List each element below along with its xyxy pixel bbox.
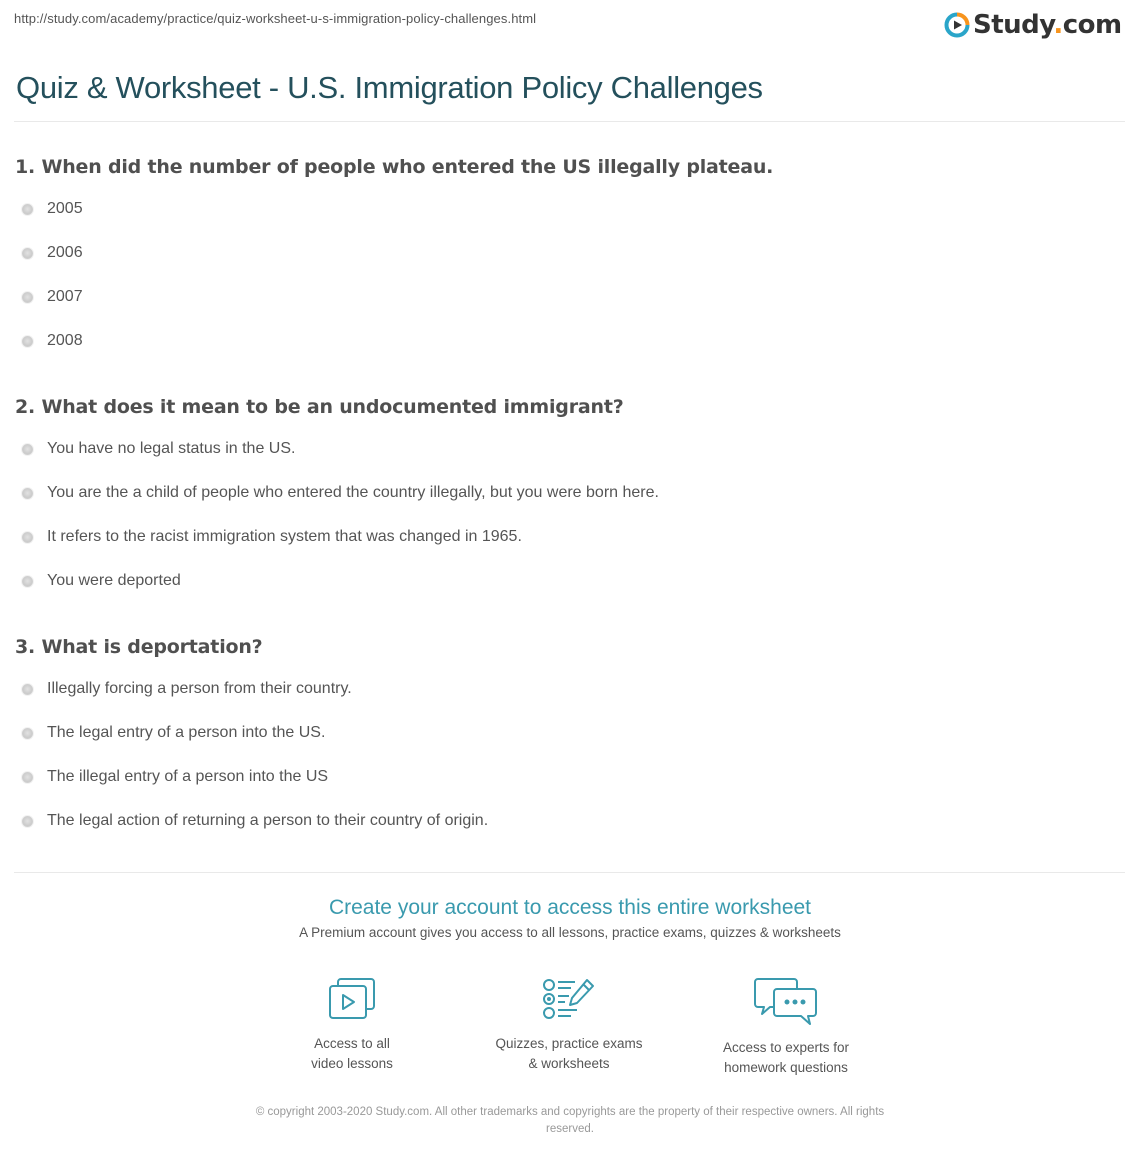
video-lessons-icon xyxy=(326,976,378,1022)
question-2: 2. What does it mean to be an undocumented immigrant? xyxy=(15,396,624,418)
q1-option-3[interactable]: 2007 xyxy=(22,288,83,306)
radio-button[interactable] xyxy=(22,292,33,303)
radio-button[interactable] xyxy=(22,772,33,783)
radio-button[interactable] xyxy=(22,444,33,455)
q3-option-2[interactable]: The legal entry of a person into the US. xyxy=(22,724,325,742)
q3-option-3[interactable]: The illegal entry of a person into the US xyxy=(22,768,328,786)
feature-quizzes xyxy=(469,976,669,1074)
q2-option-1[interactable]: You have no legal status in the US. xyxy=(22,440,295,458)
feature-label-line2: video lessons xyxy=(311,1056,393,1071)
page-url: http://study.com/academy/practice/quiz-worksheet-u-s-immigration-policy-challenges.html xyxy=(14,11,537,26)
play-circle-logo-icon xyxy=(944,12,970,38)
radio-button[interactable] xyxy=(22,576,33,587)
page-title: Quiz & Worksheet - U.S. Immigration Policy Challenges xyxy=(16,70,763,105)
cta-subtitle: A Premium account gives you access to all lessons, practice exams, quizzes & worksheets xyxy=(299,925,841,940)
radio-button[interactable] xyxy=(22,488,33,499)
title-divider xyxy=(14,121,1125,122)
chat-bubbles-icon xyxy=(754,976,818,1026)
q1-option-1[interactable]: 2005 xyxy=(22,200,83,218)
feature-label-line2: homework questions xyxy=(724,1060,848,1075)
q3-option-4[interactable]: The legal action of returning a person to their country of origin. xyxy=(22,812,488,830)
radio-button[interactable] xyxy=(22,336,33,347)
logo-wordmark: Study.com xyxy=(973,10,1122,40)
create-account-link[interactable]: Create your account to access this entire worksheet xyxy=(328,896,812,919)
q3-option-1[interactable]: Illegally forcing a person from their country. xyxy=(22,680,352,698)
feature-experts xyxy=(686,976,886,1078)
cta-divider xyxy=(14,872,1125,873)
copyright-notice: © copyright 2003-2020 Study.com. All other trademarks and copyrights are the property of their respective owners. All rights reserved. xyxy=(255,1106,885,1135)
q1-option-4[interactable]: 2008 xyxy=(22,332,83,350)
study-com-logo[interactable] xyxy=(944,9,1122,41)
radio-button[interactable] xyxy=(22,684,33,695)
radio-button[interactable] xyxy=(22,248,33,259)
feature-label-line1: Access to experts for xyxy=(722,1040,850,1055)
question-1: 1. When did the number of people who entered the US illegally plateau. xyxy=(15,156,774,178)
quiz-checklist-icon xyxy=(541,976,597,1022)
feature-label-line1: Access to all xyxy=(314,1036,390,1051)
radio-button[interactable] xyxy=(22,816,33,827)
feature-label-line2: & worksheets xyxy=(528,1056,610,1071)
radio-button[interactable] xyxy=(22,728,33,739)
q2-option-2[interactable]: You are the a child of people who entered the country illegally, but you were born here. xyxy=(22,484,659,502)
feature-video-lessons xyxy=(252,976,452,1074)
q1-option-2[interactable]: 2006 xyxy=(22,244,83,262)
feature-label-line1: Quizzes, practice exams xyxy=(495,1036,643,1051)
q2-option-4[interactable]: You were deported xyxy=(22,572,181,590)
radio-button[interactable] xyxy=(22,204,33,215)
q2-option-3[interactable]: It refers to the racist immigration system that was changed in 1965. xyxy=(22,528,522,546)
question-3: 3. What is deportation? xyxy=(15,636,263,658)
radio-button[interactable] xyxy=(22,532,33,543)
